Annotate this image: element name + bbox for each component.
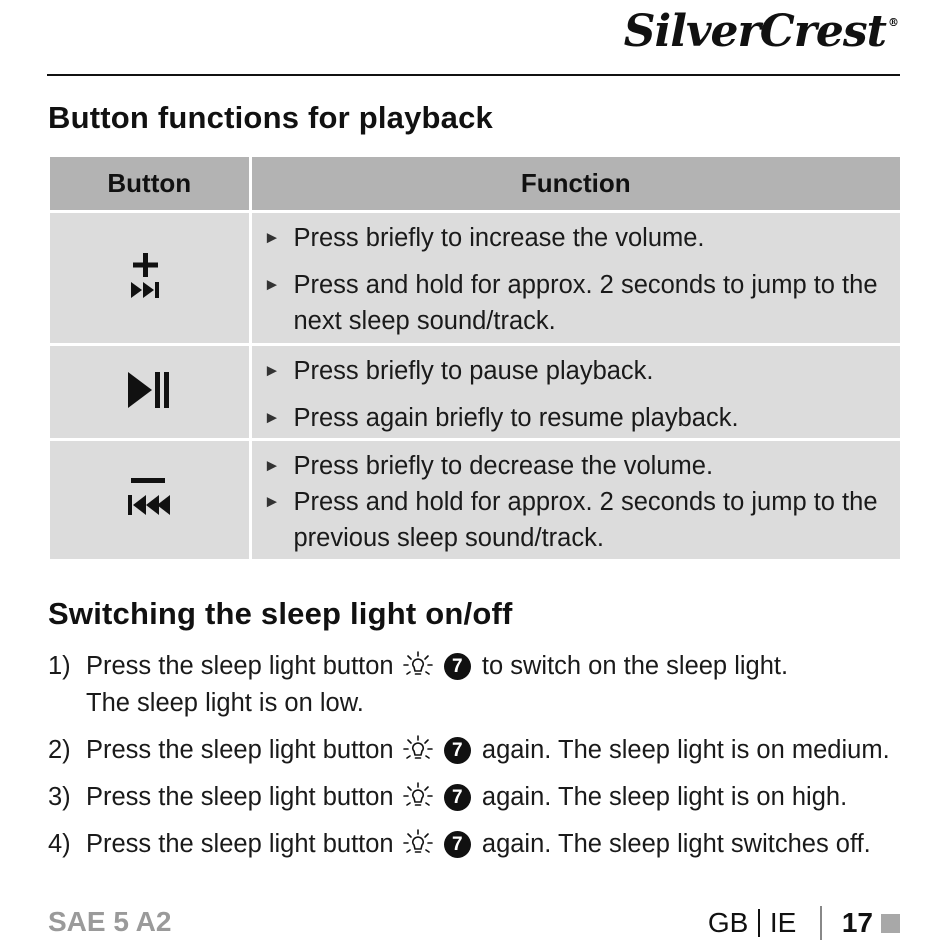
function-bullet: ► Press briefly to pause playback. bbox=[252, 353, 901, 389]
table-row bbox=[50, 345, 900, 440]
sleep-light-icon bbox=[403, 828, 433, 858]
section-title-playback: Button functions for playback bbox=[48, 100, 493, 135]
bullet-arrow-icon: ► bbox=[263, 228, 281, 247]
bullet-arrow-icon: ► bbox=[263, 361, 281, 380]
page-marker-square bbox=[881, 914, 900, 933]
reference-number-badge: 7 bbox=[444, 784, 471, 811]
function-bullet: ► Press briefly to decrease the volume. bbox=[252, 448, 901, 484]
list-item: 2) Press the sleep light button 7 again. The sleep light is on medium. bbox=[48, 736, 890, 764]
function-bullet: ► Press and hold for approx. 2 seconds to jump to the previous sleep sound/track. bbox=[252, 484, 901, 556]
button-cell bbox=[50, 212, 250, 345]
reference-number-badge: 7 bbox=[444, 831, 471, 858]
reference-number-badge: 7 bbox=[444, 653, 471, 680]
function-bullet: ► Press briefly to increase the volume. bbox=[252, 220, 901, 256]
list-item: 1) Press the sleep light button 7 to switch on the sleep light. The sleep light is on low. bbox=[48, 652, 789, 717]
volume-up-next-track-icon bbox=[127, 251, 171, 301]
column-header-function: Function bbox=[250, 157, 900, 212]
bullet-arrow-icon: ► bbox=[263, 456, 281, 475]
function-cell bbox=[250, 212, 900, 345]
reference-number-badge: 7 bbox=[444, 737, 471, 764]
button-cell bbox=[50, 345, 250, 440]
function-cell bbox=[250, 440, 900, 561]
bullet-arrow-icon: ► bbox=[263, 275, 281, 294]
footer-lang-gb: GB bbox=[707, 907, 749, 938]
function-bullet: ► Press again briefly to resume playback. bbox=[252, 400, 901, 436]
sleep-light-icon bbox=[403, 650, 433, 680]
brand-logo: SilverCrest ® bbox=[623, 6, 898, 57]
table-row bbox=[50, 212, 900, 345]
list-item: 3) Press the sleep light button 7 again. The sleep light is on high. bbox=[48, 783, 848, 811]
volume-down-previous-track-icon bbox=[126, 476, 172, 520]
list-item: 4) Press the sleep light button 7 again. The sleep light switches off. bbox=[48, 830, 871, 858]
footer-divider bbox=[820, 906, 822, 940]
footer-lang-ie: IE bbox=[769, 907, 797, 938]
button-cell bbox=[50, 440, 250, 561]
function-cell bbox=[250, 345, 900, 440]
table-row bbox=[50, 440, 900, 561]
sleep-light-steps bbox=[48, 648, 928, 873]
sleep-light-icon bbox=[403, 781, 433, 811]
button-functions-table bbox=[50, 157, 900, 562]
play-pause-icon bbox=[126, 370, 172, 410]
bullet-arrow-icon: ► bbox=[263, 408, 281, 427]
footer-divider bbox=[758, 909, 760, 937]
sleep-light-icon bbox=[403, 734, 433, 764]
column-header-button: Button bbox=[50, 157, 250, 212]
bullet-arrow-icon: ► bbox=[263, 492, 281, 511]
page-number: 17 bbox=[841, 907, 873, 938]
table-header-row bbox=[50, 157, 900, 212]
footer-model-number: SAE 5 A2 bbox=[48, 906, 172, 937]
section-title-sleep-light: Switching the sleep light on/off bbox=[48, 596, 513, 631]
function-bullet: ► Press and hold for approx. 2 seconds to jump to the next sleep sound/track. bbox=[252, 267, 901, 339]
header-rule bbox=[47, 74, 900, 76]
footer-page-info bbox=[708, 906, 900, 940]
